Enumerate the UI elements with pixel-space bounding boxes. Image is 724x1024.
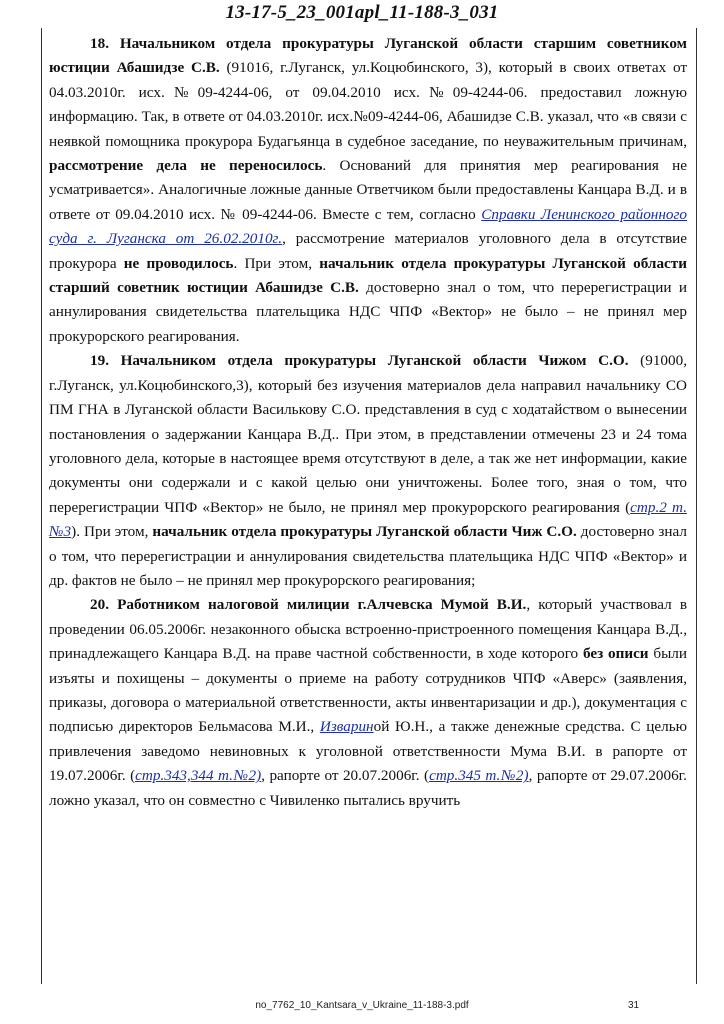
footer-page-number: 31 — [628, 1000, 640, 1011]
body-text: (91000, г.Луганск, ул.Коцюбинского,3), который без изучения материалов дела направил начальнику СО ПМ ГНА в Луганской области Василькову С.О. представления в суд с ходатайством о вынесении постановления о задержании Канцара В.Д.. При этом, в представлении отмечены 23 и 24 тома уголовного дела, которые в настоящее время отсутствуют в деле, а так же нет информации, какие документы они содержали и с какой целью они уничтожены. Более того, зная о том, что перерегистрации ЧПФ «Вектор» не было, не принял мер прокурорского реагирования ( — [49, 352, 687, 516]
body-text: , рапорте от 29.07.2006г. ложно указал, что он совместно с Чивиленко пытались вручить — [49, 767, 687, 809]
body-text: , рассмотрение материалов уголовного дела в отсутствие прокурора — [49, 230, 688, 272]
left-margin-line — [41, 28, 42, 984]
bold-text: 20. Работником налоговой милиции г.Алчевска Мумой В.И. — [90, 596, 527, 614]
paragraph-19 — [49, 349, 687, 593]
body-text: были изъяты и похищены – документы о приеме на работу сотрудников ЧПФ «Аверс» (заявления, приказы, договора о материальной ответственности, акты инвентаризации и др.), документация с подписью директоров Бельмасова М.И., — [49, 645, 687, 736]
footer-filename: no_7762_10_Kantsara_v_Ukraine_11-188-3.pdf — [255, 1000, 469, 1011]
right-margin-line — [696, 28, 697, 984]
body-text: ой Ю.Н., а также денежные средства. С целью привлечения заведомо невиновных к уголовной ответственности Мума В.И. в рапорте от 19.07.2006г. ( — [49, 718, 687, 785]
bold-text: начальник отдела прокуратуры Луганской области старший советник юстиции Абашидзе С.В. — [49, 254, 687, 297]
body-text: . При этом, — [233, 254, 320, 272]
paragraph-18 — [49, 32, 687, 349]
bold-text: 19. Начальником отдела прокуратуры Луганской области Чижом С.О. — [90, 352, 629, 370]
bold-text: не проводилось — [123, 254, 234, 272]
bold-text: без описи — [582, 645, 649, 663]
document-header-title: 13-17-5_23_001apl_11-188-3_031 — [225, 2, 499, 23]
bold-text: начальник отдела прокуратуры Луганской области Чиж С.О. — [152, 523, 577, 541]
person-name-link[interactable]: Изварин — [319, 718, 374, 736]
body-text: (91016, г.Луганск, ул.Коцюбинского, 3), который в своих ответах от 04.03.2010г. исх.№09-4244-06, от 09.04.2010 исх.№09-4244-06. предоставил ложную информацию. Так, в ответе от 04.03.2010г. исх.№09-4244-06, Абашидзе С.В. указал, что «в связи с неявкой помощника прокурора Будагьянца в судебное заседание, по неуважительным причинам, — [49, 59, 687, 150]
page-reference-link[interactable]: стр.2 т.№3 — [49, 498, 687, 541]
body-text: достоверно знал о том, что перерегистрации и аннулирования свидетельства плательщика НДС ЧПФ «Вектор» и др. фактов не было – не принял мер прокурорского реагирования; — [49, 523, 687, 589]
paragraph-20 — [49, 593, 687, 813]
page-reference-link[interactable]: стр.343,344 т.№2) — [135, 767, 262, 785]
body-text: , рапорте от 20.07.2006г. ( — [261, 767, 430, 785]
court-certificate-link[interactable]: Справки Ленинского районного суда г. Луганска от 26.02.2010г. — [49, 205, 687, 248]
bold-text: рассмотрение дела не переносилось — [49, 157, 323, 175]
body-text: , который участвовал в проведении 06.05.2006г. незаконного обыска встроенно-пристроенного помещения Канцара В.Д., принадлежащего Канцара В.Д. на праве частной собственности, в ходе которого — [49, 596, 687, 663]
page-reference-link[interactable]: стр.345 т.№2) — [429, 767, 529, 785]
body-text: достоверно знал о том, что перерегистрации и аннулирования свидетельства плательщика НДС ЧПФ «Вектор» не было – не принял мер прокурорского реагирования. — [49, 279, 687, 345]
body-text: ). При этом, — [71, 523, 153, 541]
bold-text: 18. Начальником отдела прокуратуры Луганской области старшим советником юстиции Абашидзе С.В. — [49, 35, 687, 77]
document-body — [49, 32, 687, 813]
body-text: . Оснований для принятия мер реагирования не усматривается». Аналогичные ложные данные Ответчиком были предоставлены Канцара В.Д. и в ответе от 09.04.2010 исх. № 09-4244-06. Вместе с тем, согласно — [49, 157, 687, 223]
